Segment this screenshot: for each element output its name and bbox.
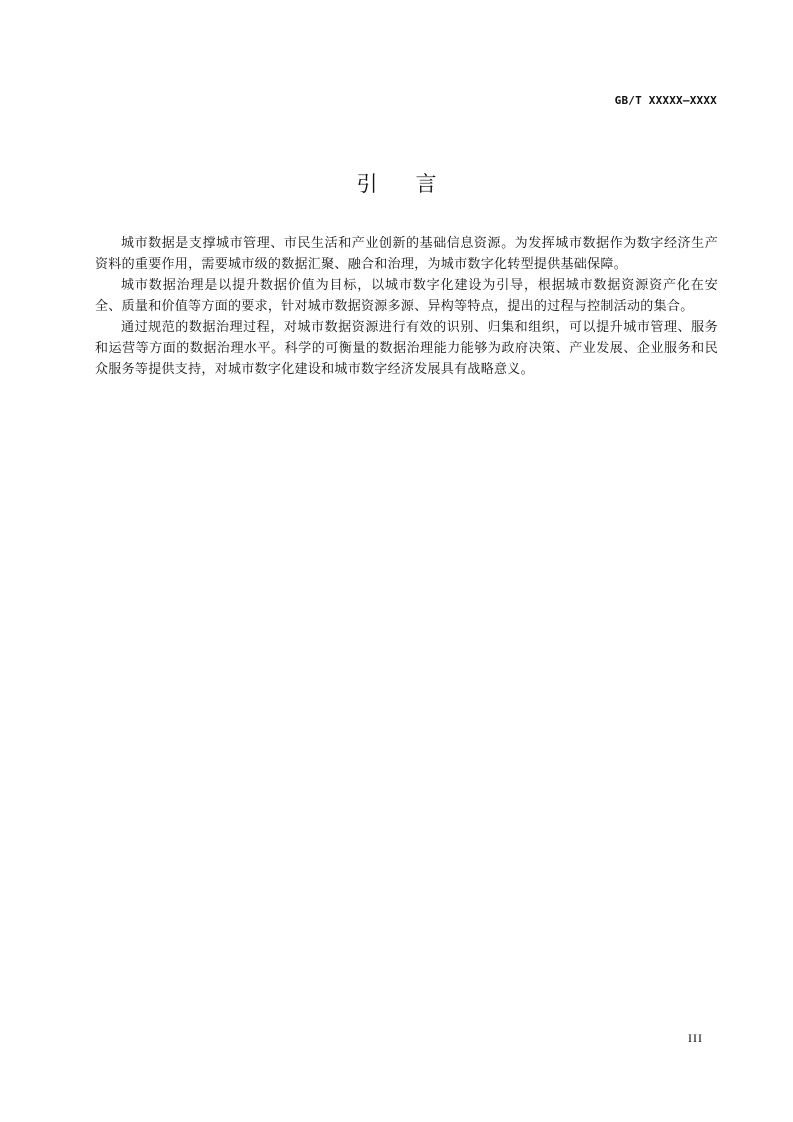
paragraph: 通过规范的数据治理过程，对城市数据资源进行有效的识别、归集和组织，可以提升城市管理、服务和运营等方面的数据治理水平。科学的可衡量的数据治理能力能够为政府决策、产业发展、企业服务和民众服务等提供支持，对城市数字化建设和城市数字经济发展具有战略意义。 — [95, 320, 718, 377]
paragraph: 城市数据是支撑城市管理、市民生活和产业创新的基础信息资源。为发挥城市数据作为数字经济生产资料的重要作用，需要城市级的数据汇聚、融合和治理，为城市数字化转型提供基础保障。 — [95, 236, 718, 272]
page-number: III — [688, 1031, 703, 1045]
section-title: 引言 — [356, 172, 475, 196]
introduction-body — [95, 233, 718, 380]
standard-code: GB/T XXXXX—XXXX — [614, 94, 717, 107]
paragraph: 城市数据治理是以提升数据价值为目标，以城市数字化建设为引导，根据城市数据资源资产化在安全、质量和价值等方面的要求，针对城市数据资源多源、异构等特点，提出的过程与控制活动的集合。 — [95, 278, 718, 314]
